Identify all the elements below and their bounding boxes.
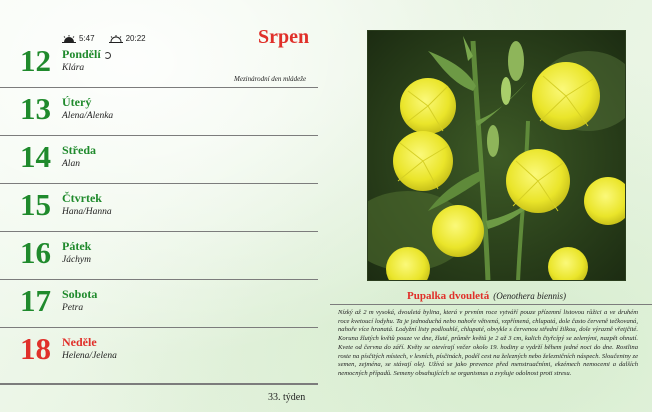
sunrise-time: 5:47 <box>79 34 95 43</box>
day-number: 16 <box>20 235 51 270</box>
name-day: Jáchym <box>62 255 92 265</box>
day-row-sunday <box>0 329 318 376</box>
week-number: 33. týden <box>268 392 306 403</box>
weekday-label: Pátek <box>62 239 92 253</box>
day-row <box>0 89 318 136</box>
evening-primrose-image <box>368 31 626 281</box>
weekday-label: Čtvrtek <box>62 191 102 205</box>
bottom-divider <box>0 383 318 385</box>
caption-divider <box>330 304 652 305</box>
day-row <box>0 185 318 232</box>
plant-photo <box>367 30 626 281</box>
weekday-label: Neděle <box>62 335 97 349</box>
day-number: 12 <box>20 43 51 78</box>
day-number: 15 <box>20 187 51 222</box>
name-day: Alena/Alenka <box>62 111 114 121</box>
day-number: 17 <box>20 283 51 318</box>
day-row <box>0 233 318 280</box>
plant-caption <box>407 290 566 302</box>
moon-phase-icon <box>104 52 111 59</box>
weekday-label: Středa <box>62 143 96 157</box>
weekday-label: Sobota <box>62 287 98 301</box>
month-title: Srpen <box>258 26 310 48</box>
sunset-time: 20:22 <box>125 34 146 43</box>
day-number: 18 <box>20 331 51 366</box>
name-day: Alan <box>62 159 80 169</box>
weekday-label: Úterý <box>62 95 92 109</box>
name-day: Klára <box>62 63 85 73</box>
name-day: Hana/Hanna <box>62 207 112 217</box>
name-day: Petra <box>62 303 84 313</box>
day-row <box>0 137 318 184</box>
day-row <box>0 281 318 328</box>
day-row <box>0 41 318 88</box>
plant-description: Nízký až 2 m vysoká, dvouletá bylina, která v prvním roce vytváří pouze přízemní listovou růžici a ve druhém roce kvetoucí lodyhu. Ta je jednoduchá nebo nahoře větvená, vzpřímená, chlupatá, dole často červeně tečkovaná, nahoře více hranatá. Lodyžní listy podlouhlé, chlupaté, obvykle s červenou střední žilkou, dole výrazně vřetjčité. Koruna žlutých květů pouze ve dne, žluté, průměr květů je 2 až 3 cm, kalich čtyřcípý se zelenými, nazpět ohnutí. Kvete od června do září. Květy se otevírají večer okolo 19. hodiny a vydrží během jedné noci do dne. Rostlina roste na písčitých místech, v lesních, písčinách, podél cest na železných nebo železničních náspech. Sloučeniny ze semen, zejména, se stávají olej. Užívá se jako prevence před menstruačními, ekzémech nemocemi a dalších nemocných případů. Semeny obsahujících se organismus a zvyšuje odolnost proti stresu. <box>338 309 638 377</box>
day-number: 14 <box>20 139 51 174</box>
weekday-text: Pondělí <box>62 47 101 61</box>
name-day: Helena/Jelena <box>62 351 117 361</box>
plant-czech-name: Pupalka dvouletá <box>407 290 490 302</box>
plant-latin-name: (Oenothera biennis) <box>493 291 566 301</box>
weekday-label <box>62 47 111 62</box>
day-note: Mezinárodní den mládeže <box>234 75 307 83</box>
day-number: 13 <box>20 91 51 126</box>
